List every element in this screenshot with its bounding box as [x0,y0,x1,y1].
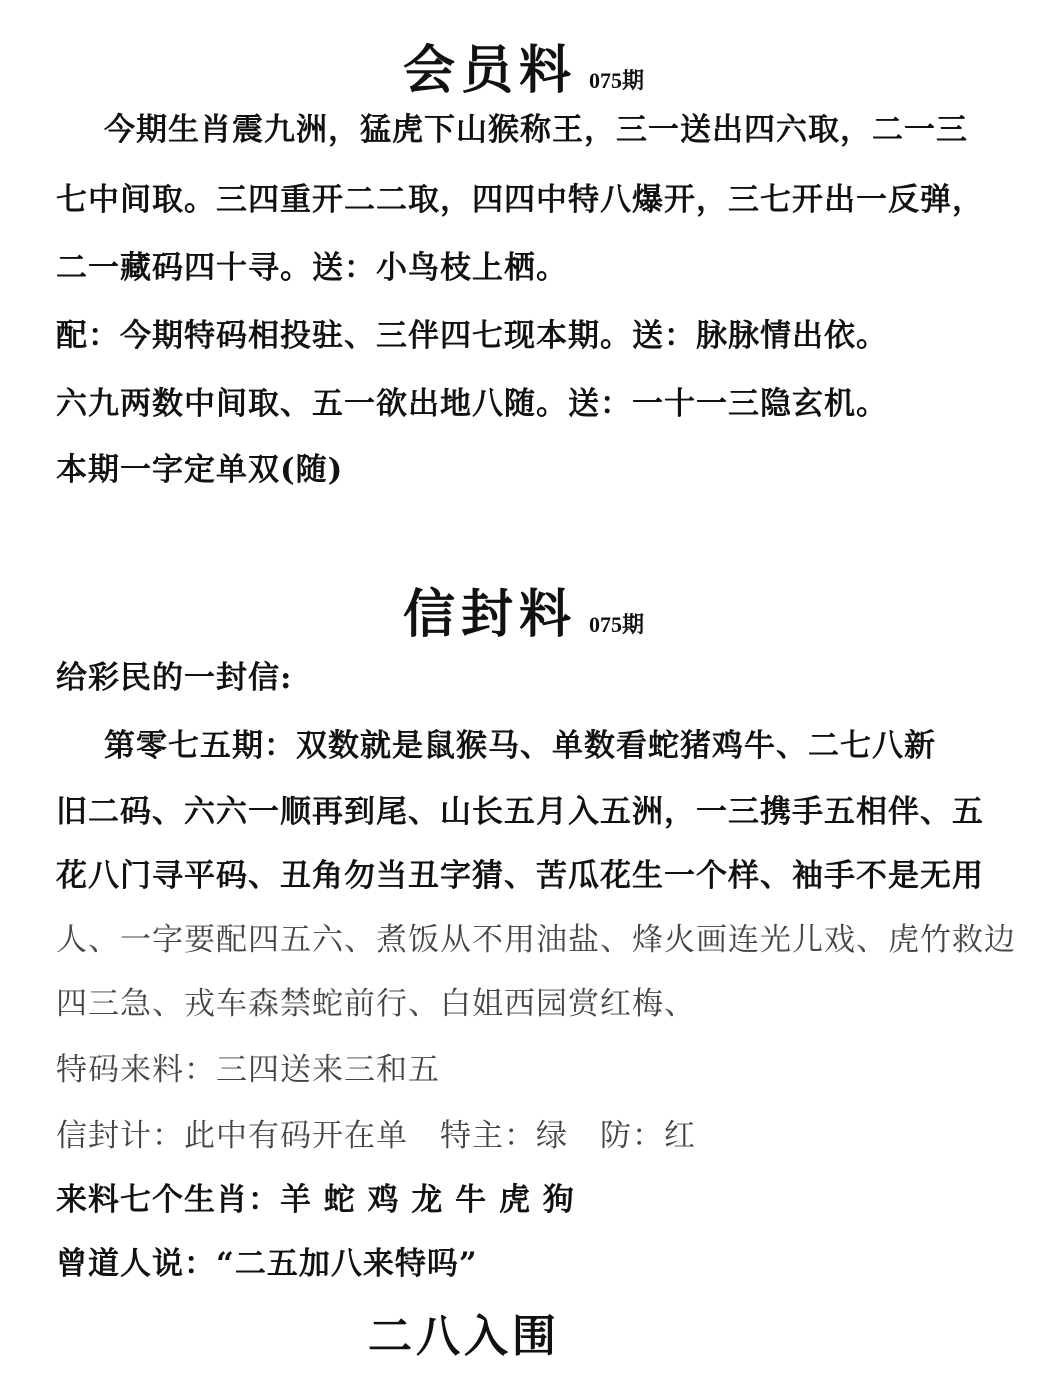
section1-line: 七中间取。三四重开二二取，四四中特八爆开，三七开出一反弹， [56,182,984,218]
section1-line: 六九两数中间取、五一欲出地八随。送：一十一三隐玄机。 [56,386,888,422]
section2-issue: 075期 [589,612,645,637]
section1-line: 今期生肖震九洲，猛虎下山猴称王，三一送出四六取，二一三 [104,112,968,148]
quote-line: 曾道人说：“二五加八来特吗” [56,1246,478,1282]
letter-greeting: 给彩民的一封信: [56,660,293,696]
letter-line: 人、一字要配四五六、煮饭从不用油盐、烽火画连光儿戏、虎竹救边 [56,922,1016,958]
letter-line: 旧二码、六六一顺再到尾、山长五月入五洲，一三携手五相伴、五 [56,794,984,830]
section1-line: 配：今期特码相投驻、三伴四七现本期。送：脉脉情出依。 [56,318,888,354]
special-code-line: 特码来料：三四送来三和五 [56,1052,440,1088]
section2-heading [0,572,1047,647]
section1-title: 会员料 [402,40,577,101]
zodiac-line: 来料七个生肖：羊 蛇 鸡 龙 牛 虎 狗 [56,1182,575,1218]
footer-title [0,1300,1047,1364]
letter-line: 第零七五期：双数就是鼠猴马、单数看蛇猪鸡牛、二七八新 [104,728,936,764]
section1-heading [0,28,1047,103]
footer-title-text: 二八入围 [368,1311,560,1362]
envelope-note-line: 信封计：此中有码开在单 特主：绿 防：红 [56,1118,696,1154]
letter-line: 花八门寻平码、丑角勿当丑字猜、苦瓜花生一个样、袖手不是无用 [56,858,984,894]
section1-line: 本期一字定单双(随) [56,452,344,488]
letter-line: 四三急、戎车森禁蛇前行、白姐西园赏红梅、 [56,986,696,1022]
section1-issue: 075期 [589,68,645,93]
section1-line: 二一藏码四十寻。送：小鸟枝上栖。 [56,250,568,286]
section2-title: 信封料 [402,584,577,645]
